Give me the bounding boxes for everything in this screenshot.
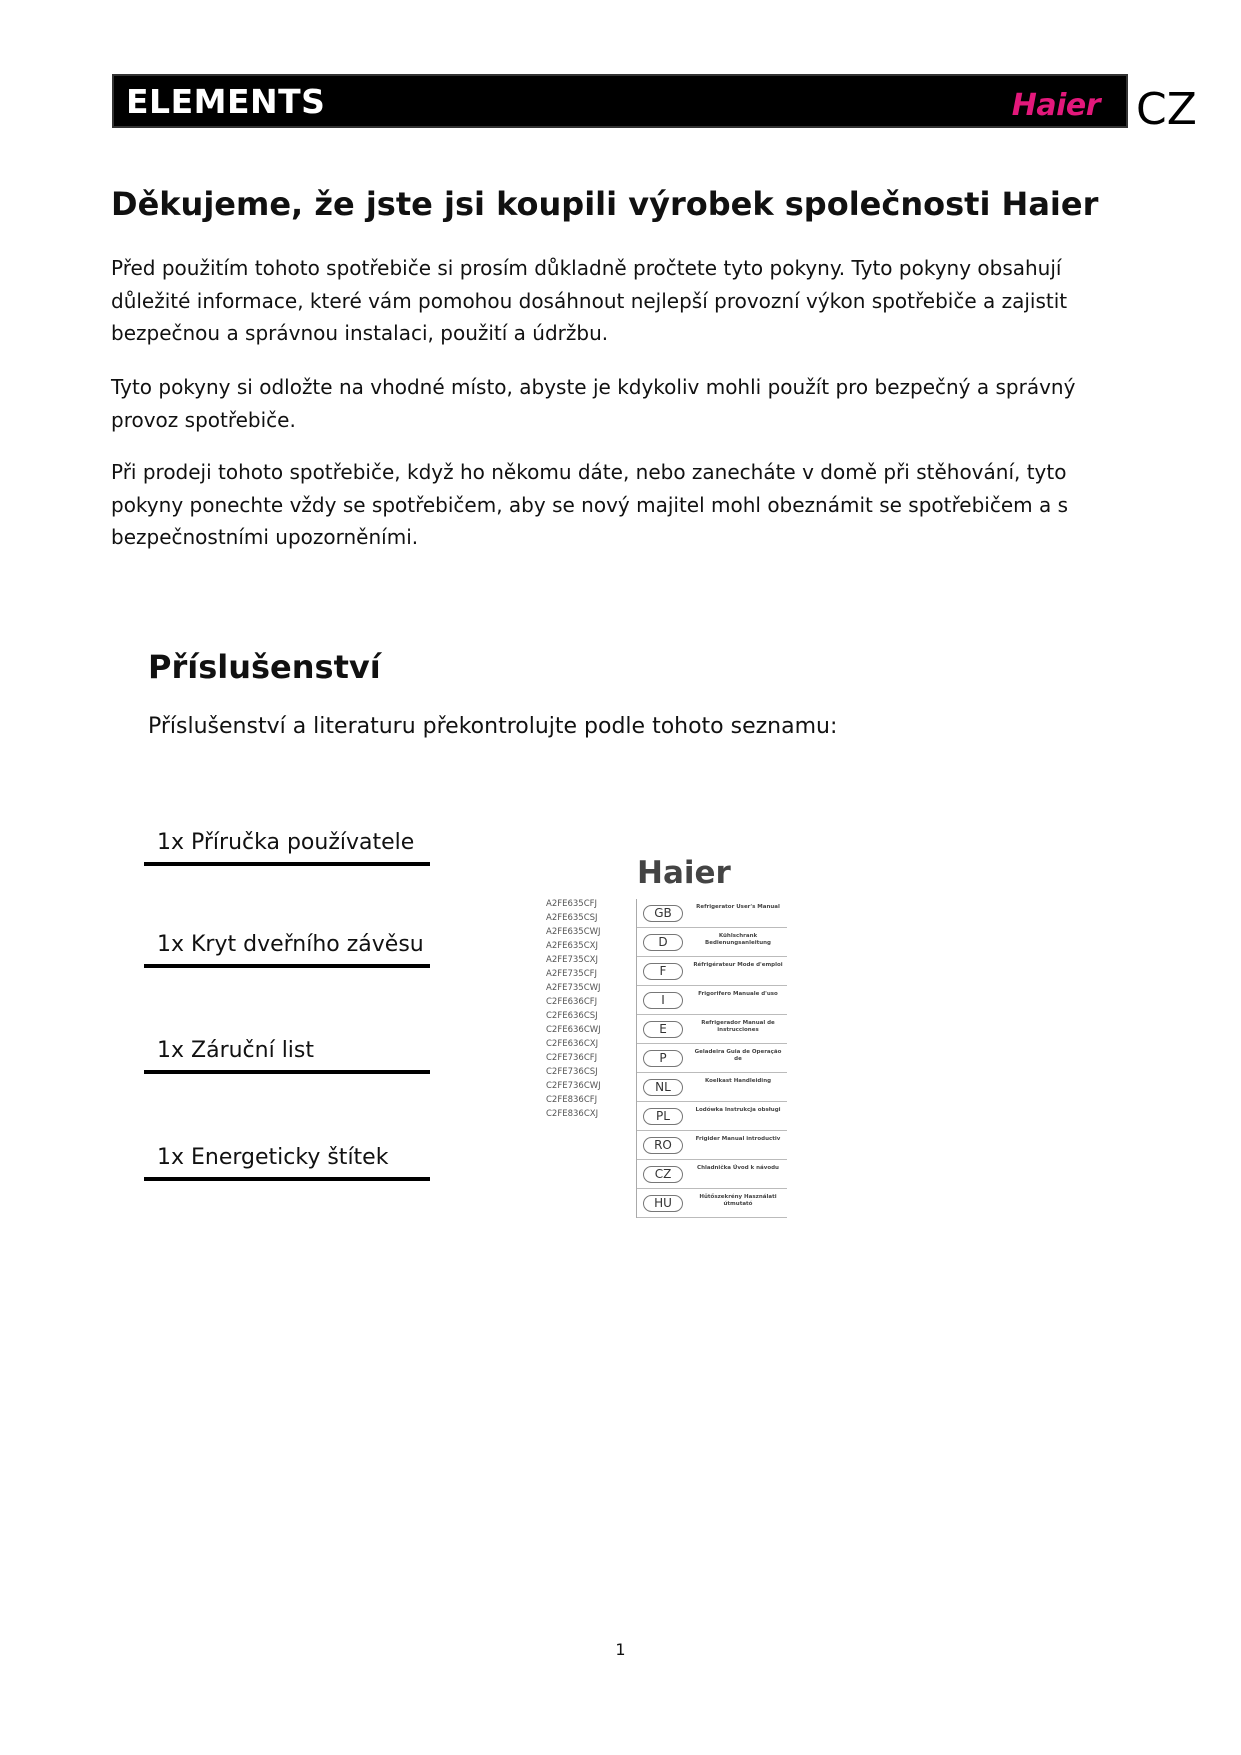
intro-paragraph-1: Před použitím tohoto spotřebiče si prosím důkladně pročtete tyto pokyny. Tyto pokyny obsahují důležité informace, které vám pomohou dosáhnout nejlepší provozní výkon spotřebiče a zajistit bezpečnou a správnou instalaci, použití a údržbu. <box>111 256 1068 345</box>
language-row <box>637 1160 787 1189</box>
language-description: Chladnička Úvod k návodu <box>697 1165 779 1171</box>
accessory-item-label: 1x Záruční list <box>157 1038 315 1063</box>
model-code: A2FE635CFJ <box>546 899 598 909</box>
model-code: C2FE736CSJ <box>546 1067 598 1077</box>
intro-paragraph-2: Tyto pokyny si odložte na vhodné místo, abyste je kdykoliv mohli použít pro bezpečný a správný provoz spotřebiče. <box>111 375 1076 432</box>
language-description: Refrigerator User's Manual <box>696 904 780 910</box>
accessory-item-label: 1x Energeticky štítek <box>157 1145 389 1170</box>
language-code-badge: I <box>643 992 683 1009</box>
language-code-badge: NL <box>643 1079 683 1096</box>
model-code: C2FE636CWJ <box>546 1025 601 1035</box>
model-code: C2FE736CWJ <box>546 1081 601 1091</box>
language-row <box>637 1102 787 1131</box>
brand-logo: Haier <box>1011 88 1100 123</box>
language-description: Kühlschrank Bedienungsanleitung <box>705 933 771 946</box>
language-description: Frigider Manual introductiv <box>695 1136 781 1142</box>
language-code-badge: F <box>643 963 683 980</box>
language-code-badge: HU <box>643 1195 683 1212</box>
intro-paragraph-3: Při prodeji tohoto spotřebiče, když ho někomu dáte, nebo zanecháte v domě při stěhování, tyto pokyny ponechte vždy se spotřebičem, aby se nový majitel mohl obeznámit se spotřebičem a s bezpečnostními upozorněními. <box>111 460 1069 549</box>
header-bar <box>112 74 1128 128</box>
language-description: Geladeira Guia de Operação de <box>694 1049 782 1062</box>
model-code: C2FE736CFJ <box>546 1053 598 1063</box>
accessory-item-label: 1x Příručka používatele <box>157 830 415 855</box>
page-title: Děkujeme, že jste jsi koupili výrobek společnosti Haier <box>111 185 1099 223</box>
language-code-badge: RO <box>643 1137 683 1154</box>
header-title: ELEMENTS <box>126 82 326 121</box>
model-code: A2FE735CWJ <box>546 983 601 993</box>
language-description: Koelkast Handleiding <box>704 1078 772 1084</box>
language-code: CZ <box>1136 84 1197 135</box>
manual-logo: Haier <box>637 855 731 891</box>
page-number: 1 <box>615 1640 626 1659</box>
manual-cover-image <box>540 855 800 1215</box>
language-table <box>636 899 787 1218</box>
language-row <box>637 1131 787 1160</box>
language-code-badge: GB <box>643 905 683 922</box>
language-description: Lodówka Instrukcja obsługi <box>695 1107 781 1113</box>
language-code-badge: CZ <box>643 1166 683 1183</box>
language-row <box>637 928 787 957</box>
language-row <box>637 899 787 928</box>
accessory-item <box>144 822 430 866</box>
model-code: C2FE636CSJ <box>546 1011 598 1021</box>
accessory-item-label: 1x Kryt dveřního závěsu <box>157 932 424 957</box>
model-code: A2FE635CWJ <box>546 927 601 937</box>
accessory-item <box>144 1137 430 1181</box>
language-description: Frigorifero Manuale d'uso <box>698 991 778 997</box>
language-code-badge: P <box>643 1050 683 1067</box>
model-code: C2FE836CFJ <box>546 1095 598 1105</box>
model-code: C2FE636CFJ <box>546 997 598 1007</box>
language-row <box>637 1044 787 1073</box>
model-list <box>546 897 601 1121</box>
language-row <box>637 957 787 986</box>
language-code-badge: PL <box>643 1108 683 1125</box>
model-code: A2FE635CSJ <box>546 913 598 923</box>
language-description: Hűtőszekrény Használati útmutató <box>699 1194 777 1207</box>
accessory-item <box>144 1030 430 1074</box>
accessories-intro: Příslušenství a literaturu překontrolujte podle tohoto seznamu: <box>148 714 838 739</box>
language-description: Refrigerador Manual de instrucciones <box>701 1020 775 1033</box>
accessories-heading: Příslušenství <box>148 648 381 686</box>
language-row <box>637 1015 787 1044</box>
model-code: C2FE836CXJ <box>546 1109 599 1119</box>
model-code: A2FE735CFJ <box>546 969 598 979</box>
model-code: A2FE635CXJ <box>546 941 598 951</box>
language-code-badge: E <box>643 1021 683 1038</box>
language-row <box>637 1073 787 1102</box>
model-code: C2FE636CXJ <box>546 1039 599 1049</box>
language-code-badge: D <box>643 934 683 951</box>
accessory-item <box>144 924 430 968</box>
language-row <box>637 1189 787 1218</box>
language-description: Réfrigérateur Mode d'emploi <box>693 962 783 968</box>
language-row <box>637 986 787 1015</box>
model-code: A2FE735CXJ <box>546 955 598 965</box>
